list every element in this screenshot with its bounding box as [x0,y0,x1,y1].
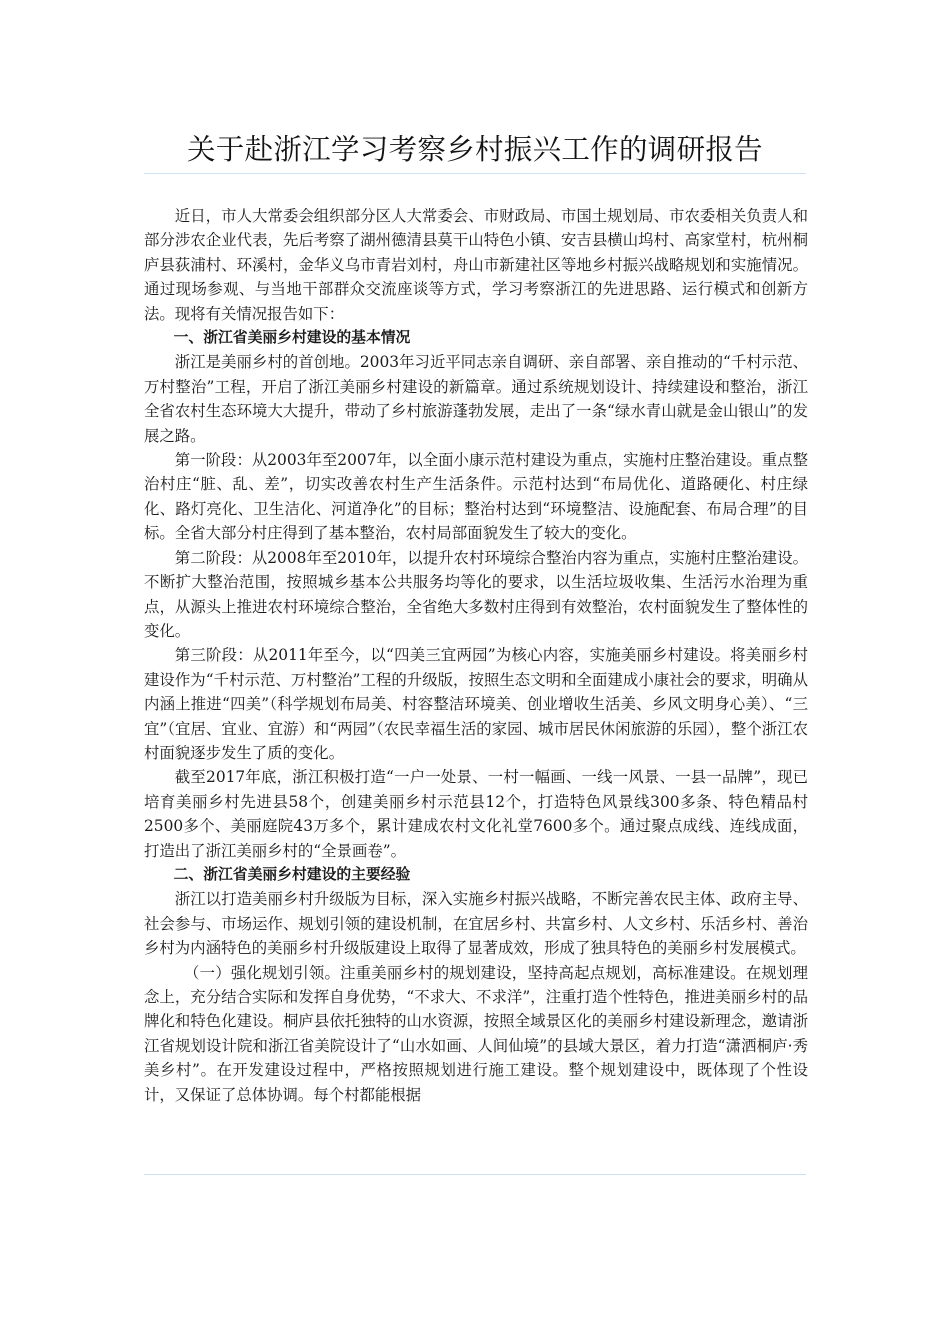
paragraph: 截至2017年底，浙江积极打造“一户一处景、一村一幅画、一线一风景、一县一品牌”，现已培育美丽乡村先进县58个，创建美丽乡村示范县12个，打造特色风景线300多条、特色精品村2500多个、美丽庭院43万多个，累计建成农村文化礼堂7600多个。通过聚点成线、连线成面，打造出了浙江美丽乡村的“全景画卷”。 [144,768,808,860]
paragraph: 第二阶段：从2008年至2010年，以提升农村环境综合整治内容为重点，实施村庄整治建设。不断扩大整治范围，按照城乡基本公共服务均等化的要求，以生活垃圾收集、生活污水治理为重点，从源头上推进农村环境综合整治，全省绝大多数村庄得到有效整治，农村面貌发生了整体性的变化。 [144,548,808,640]
page-bottom-divider [144,1174,806,1175]
paragraph: 第三阶段：从2011年至今，以“四美三宜两园”为核心内容，实施美丽乡村建设。将美丽乡村建设作为“千村示范、万村整治”工程的升级版，按照生态文明和全面建成小康社会的要求，明确从内涵上推进“四美”（科学规划布局美、村容整洁环境美、创业增收生活美、乡风文明身心美）、“三宜”（宜居、宜业、宜游）和“两园”（农民幸福生活的家园、城市居民休闲旅游的乐园），整个浙江农村面貌逐步发生了质的变化。 [144,646,808,762]
paragraph-intro: 近日，市人大常委会组织部分区人大常委会、市财政局、市国土规划局、市农委相关负责人和部分涉农企业代表，先后考察了湖州德清县莫干山特色小镇、安吉县横山坞村、高家堂村，杭州桐庐县荻浦村、环溪村，金华义乌市青岩刘村，舟山市新建社区等地乡村振兴战略规划和实施情况。通过现场参观、与当地干部群众交流座谈等方式，学习考察浙江的先进思路、运行模式和创新方法。现将有关情况报告如下： [144,207,808,323]
section-heading-1: 一、浙江省美丽乡村建设的基本情况 [173,329,411,347]
paragraph-subsection-1: （一）强化规划引领。注重美丽乡村的规划建设，坚持高起点规划，高标准建设。在规划理念上，充分结合实际和发挥自身优势，“不求大、不求洋”，注重打造个性特色，推进美丽乡村的品牌化和特色化建设。桐庐县依托独特的山水资源，按照全域景区化的美丽乡村建设新理念，邀请浙江省规划设计院和浙江省美院设计了“山水如画、人间仙境”的县域大景区，着力打造“潇洒桐庐·秀美乡村”。在开发建设过程中，严格按照规划进行施工建设。整个规划建设中，既体现了个性设计，又保证了总体协调。每个村都能根据 [144,963,808,1104]
document-body [144,204,808,1107]
paragraph: 浙江是美丽乡村的首创地。2003年习近平同志亲自调研、亲自部署、亲自推动的“千村示范、万村整治”工程，开启了浙江美丽乡村建设的新篇章。通过系统规划设计、持续建设和整治，浙江全省农村生态环境大大提升，带动了乡村旅游蓬勃发展，走出了一条“绿水青山就是金山银山”的发展之路。 [144,353,808,445]
document-title: 关于赴浙江学习考察乡村振兴工作的调研报告 [186,133,763,166]
paragraph: 浙江以打造美丽乡村升级版为目标，深入实施乡村振兴战略，不断完善农民主体、政府主导、社会参与、市场运作、规划引领的建设机制，在宜居乡村、共富乡村、人文乡村、乐活乡村、善治乡村为内涵特色的美丽乡村升级版建设上取得了显著成效，形成了独具特色的美丽乡村发展模式。 [144,890,808,958]
section-heading-2: 二、浙江省美丽乡村建设的主要经验 [173,865,411,883]
paragraph: 第一阶段：从2003年至2007年，以全面小康示范村建设为重点，实施村庄整治建设。重点整治村庄“脏、乱、差”，切实改善农村生产生活条件。示范村达到“布局优化、道路硬化、村庄绿化、路灯亮化、卫生洁化、河道净化”的目标；整治村达到“环境整洁、设施配套、布局合理”的目标。全省大部分村庄得到了基本整治，农村局部面貌发生了较大的变化。 [144,451,808,543]
